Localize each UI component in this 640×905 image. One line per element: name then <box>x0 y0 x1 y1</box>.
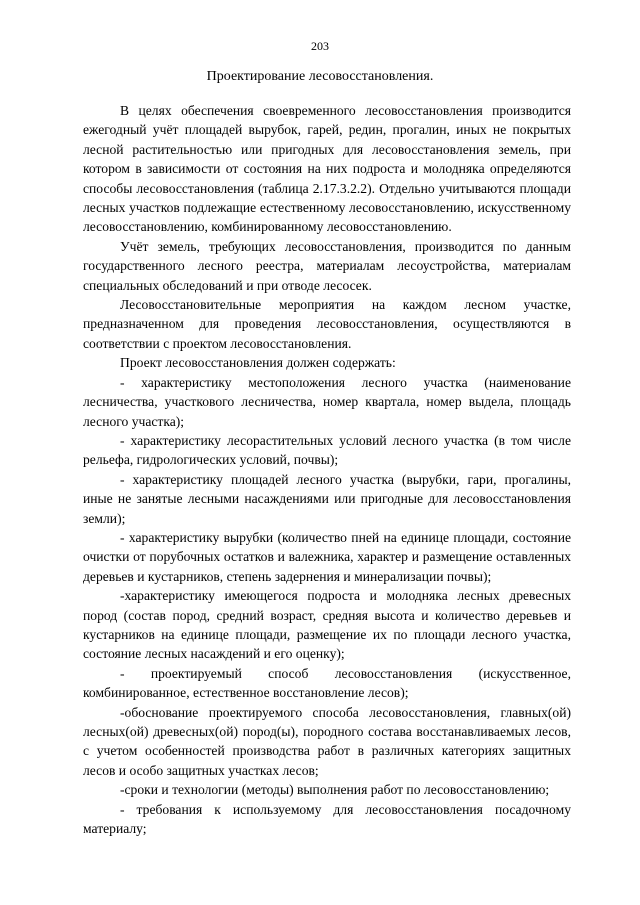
list-item: - требования к используемому для лесовосстановления посадочному материалу; <box>83 801 571 837</box>
document-body <box>83 101 571 838</box>
list-item: - проектируемый способ лесовосстановления (искусственное, комбинированное, естественное восстановление лесов); <box>83 665 571 701</box>
list-item: -сроки и технологии (методы) выполнения работ по лесовосстановлению; <box>120 782 550 798</box>
page-title: Проектирование лесовосстановления. <box>206 69 434 84</box>
paragraph: Лесовосстановительные мероприятия на каждом лесном участке, предназначенном для проведения лесовосстановления, осуществляются в соответствии с проектом лесовосстановления. <box>83 297 571 351</box>
list-item: - характеристику площадей лесного участка (вырубки, гари, прогалины, иные не занятые лесными насаждениями или пригодные для лесовосстановления земли); <box>83 471 571 526</box>
paragraph: В целях обеспечения своевременного лесовосстановления производится ежегодный учёт площадей вырубок, гарей, редин, прогалин, иных не покрытых лесной растительностью или пригодных для лесовосстановления земель, при котором в зависимости от состояния на них подроста и молодняка определяются способы лесовосстановления (таблица 2.17.3.2.2). Отдельно учитываются площади лесных участков подлежащие естественному лесовосстановлению, искусственному лесовосстановлению, комбинированному лесовосстановлению. <box>83 103 571 235</box>
paragraph: Проект лесовосстановления должен содержать: <box>120 355 396 371</box>
page-number: 203 <box>311 39 329 53</box>
paragraph: Учёт земель, требующих лесовосстановления, производится по данным государственного лесного реестра, материалам лесоустройства, материалам специальных обследований и при отводе лесосек. <box>83 238 571 293</box>
list-item: -обоснование проектируемого способа лесовосстановления, главных(ой) лесных(ой) древесных(ой) пород(ы), породного состава восстанавливаемых лесов, с учетом особенностей производства работ в различных категориях защитных лесов и особо защитных участках лесов; <box>83 704 571 778</box>
list-item: - характеристику вырубки (количество пней на единице площади, состояние очистки от порубочных остатков и валежника, характер и размещение оставленных деревьев и кустарников, степень задернения и минерализации почвы); <box>83 529 571 584</box>
list-item: - характеристику лесорастительных условий лесного участка (в том числе рельефа, гидрологических условий, почвы); <box>83 432 571 468</box>
list-item: - характеристику местоположения лесного участка (наименование лесничества, участкового лесничества, номер квартала, номер выдела, площадь лесного участка); <box>83 374 571 429</box>
list-item: -характеристику имеющегося подроста и молодняка лесных древесных пород (состав пород, средний возраст, средняя высота и количество деревьев и кустарников на единице площади, размещение их по площади лесного участка, состояние лесных насаждений и его оценку); <box>83 588 571 662</box>
